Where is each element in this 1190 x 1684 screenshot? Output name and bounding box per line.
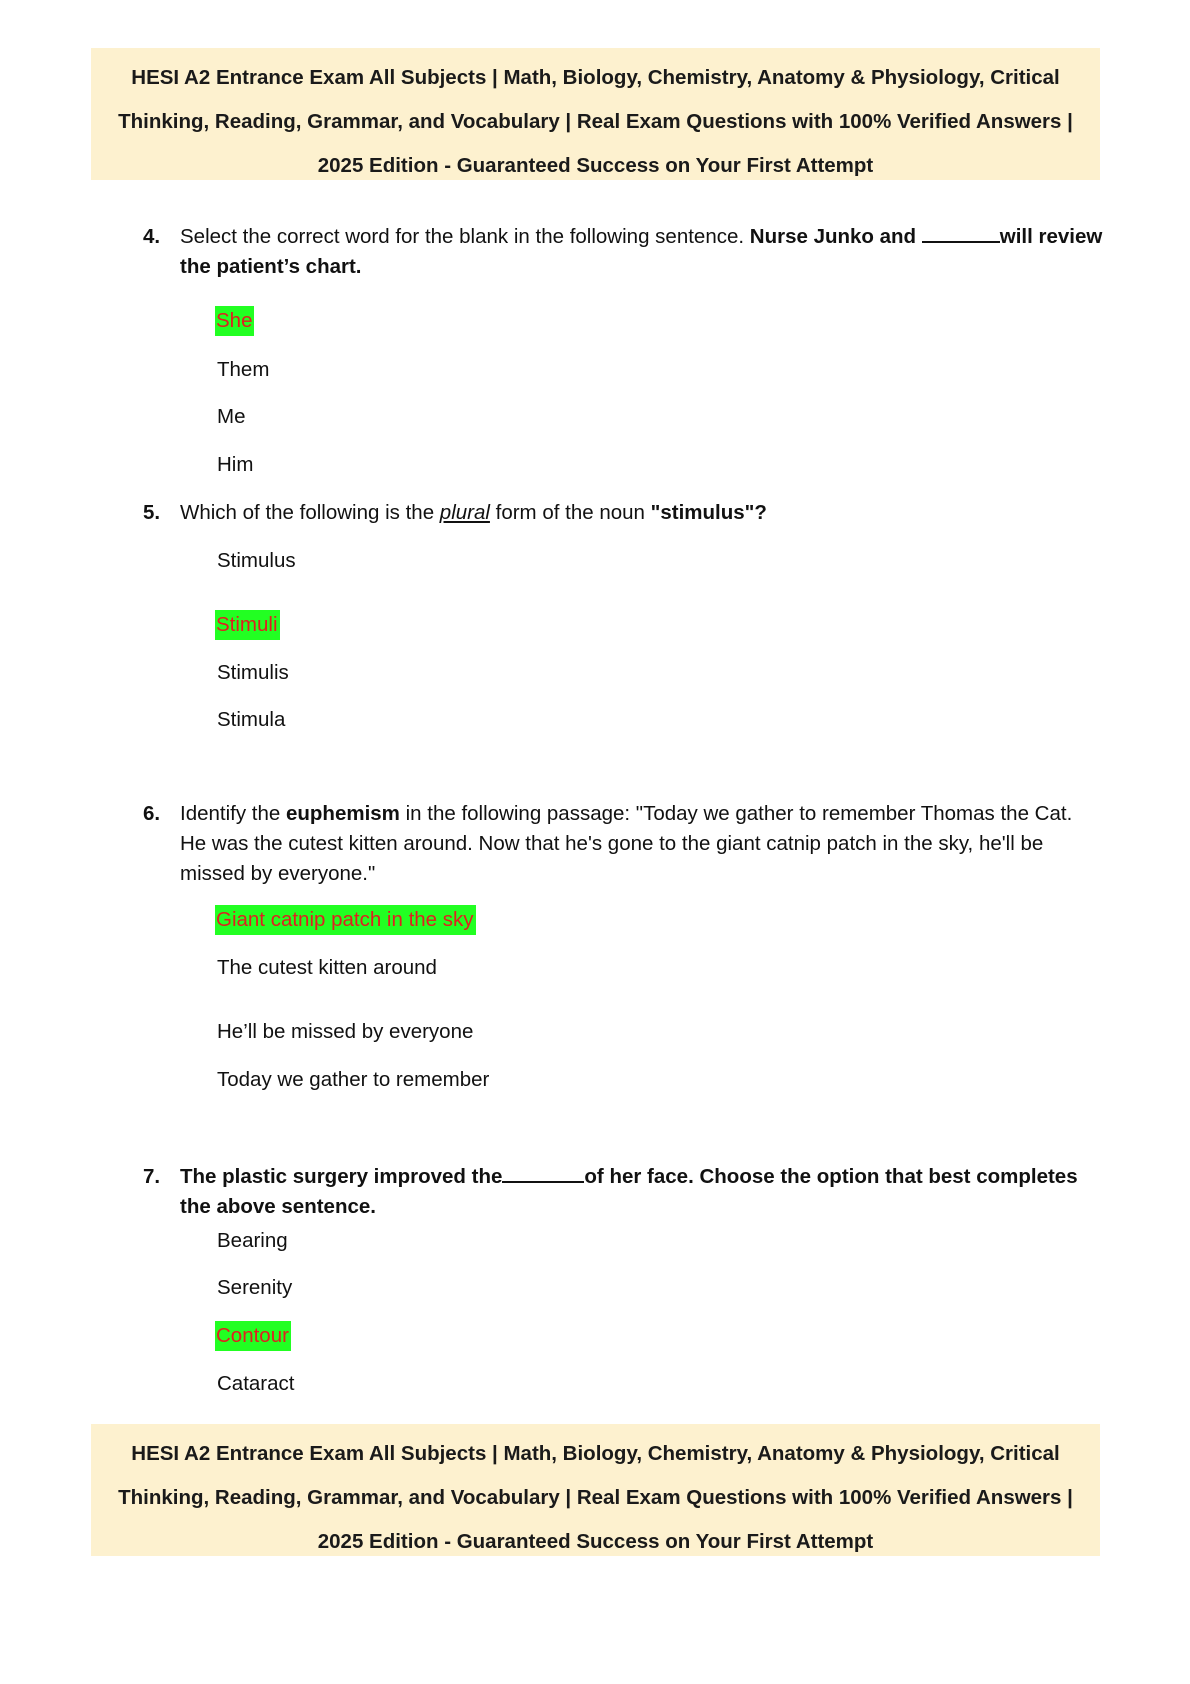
option-q7-d[interactable]: Cataract <box>217 1372 295 1395</box>
option-q7-a[interactable]: Bearing <box>217 1229 288 1252</box>
option-q4-b[interactable]: Them <box>217 358 270 381</box>
option-q6-b[interactable]: The cutest kitten around <box>217 956 437 979</box>
banner-line-1: HESI A2 Entrance Exam All Subjects | Math, Biology, Chemistry, Anatomy & Physiology, Critical <box>131 66 1060 89</box>
option-q7-b[interactable]: Serenity <box>217 1276 293 1299</box>
option-q7-c[interactable]: Contour <box>215 1321 291 1351</box>
question-text: Identify the euphemism in the following passage: "Today we gather to remember Thomas the Cat. He was the cutest kitten around. Now that he's gone to the giant catnip patch in the sky, he'll be missed by everyone." <box>180 802 1073 885</box>
option-q6-c[interactable]: He’ll be missed by everyone <box>217 1020 474 1043</box>
question-number: 5. <box>143 501 161 524</box>
header-banner <box>91 48 1100 180</box>
question-text: The plastic surgery improved the of her face. Choose the option that best completes the above sentence. <box>180 1165 1078 1218</box>
question-number: 6. <box>143 802 161 825</box>
question-text: Which of the following is the plural form of the noun "stimulus"? <box>180 501 767 524</box>
option-q4-d[interactable]: Him <box>217 453 254 476</box>
option-q6-a[interactable]: Giant catnip patch in the sky <box>215 905 476 935</box>
banner-line-2: Thinking, Reading, Grammar, and Vocabulary | Real Exam Questions with 100% Verified Answers | <box>118 1486 1073 1509</box>
option-q4-c[interactable]: Me <box>217 405 246 428</box>
question-4 <box>143 222 1103 282</box>
banner-line-3: 2025 Edition - Guaranteed Success on Your First Attempt <box>317 154 874 177</box>
question-number: 4. <box>143 225 161 248</box>
question-7 <box>143 1162 1103 1222</box>
banner-line-2: Thinking, Reading, Grammar, and Vocabulary | Real Exam Questions with 100% Verified Answers | <box>118 110 1073 133</box>
question-number: 7. <box>143 1165 161 1188</box>
footer-banner <box>91 1424 1100 1556</box>
option-q5-c[interactable]: Stimulis <box>217 661 289 684</box>
option-q6-d[interactable]: Today we gather to remember <box>217 1068 490 1091</box>
answer-blank <box>502 1163 584 1183</box>
question-text: Select the correct word for the blank in the following sentence. Nurse Junko and will review the patient’s chart. <box>180 225 1103 278</box>
banner-line-1: HESI A2 Entrance Exam All Subjects | Math, Biology, Chemistry, Anatomy & Physiology, Critical <box>131 1442 1060 1465</box>
option-q5-b[interactable]: Stimuli <box>215 610 280 640</box>
question-6 <box>143 799 1103 889</box>
answer-blank <box>922 223 1000 243</box>
question-5 <box>143 498 1103 528</box>
banner-line-3: 2025 Edition - Guaranteed Success on Your First Attempt <box>317 1530 874 1553</box>
option-q5-a[interactable]: Stimulus <box>217 549 296 572</box>
option-q4-a[interactable]: She <box>215 306 254 336</box>
option-q5-d[interactable]: Stimula <box>217 708 286 731</box>
